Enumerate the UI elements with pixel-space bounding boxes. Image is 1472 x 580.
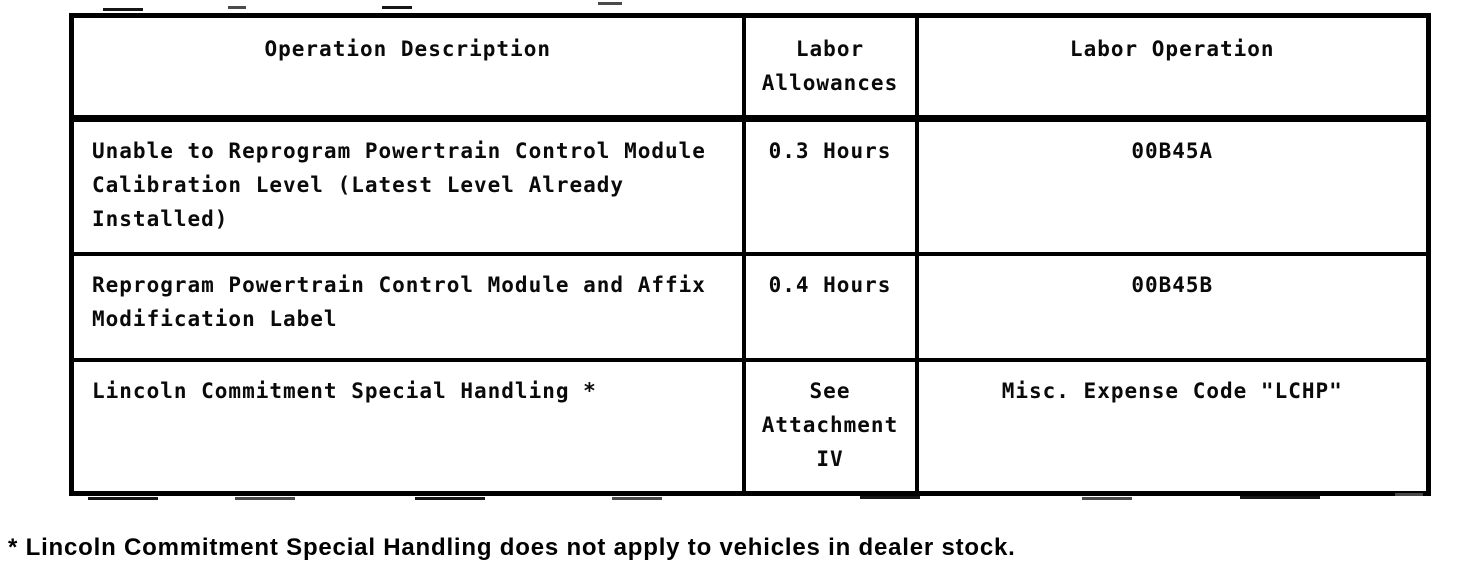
cell-operation-description: Reprogram Powertrain Control Module and Affix Modification Label <box>72 254 744 360</box>
cell-labor-operation: Misc. Expense Code "LCHP" <box>917 360 1429 494</box>
scan-artifact <box>228 6 246 9</box>
scan-artifact <box>598 2 622 5</box>
cell-labor-allowance: 0.3 Hours <box>744 119 917 254</box>
scan-artifact <box>1082 497 1132 500</box>
cell-labor-allowance: See Attachment IV <box>744 360 917 494</box>
scan-artifact <box>1395 493 1423 496</box>
scan-artifact <box>1240 496 1320 499</box>
header-row <box>72 16 1429 119</box>
cell-labor-allowance: 0.4 Hours <box>744 254 917 360</box>
cell-operation-description: Lincoln Commitment Special Handling * <box>72 360 744 494</box>
col-header-labor-operation: Labor Operation <box>917 16 1429 119</box>
scan-artifact <box>88 497 158 500</box>
scan-artifact <box>235 497 295 500</box>
cell-labor-operation: 00B45B <box>917 254 1429 360</box>
col-header-operation-description: Operation Description <box>72 16 744 119</box>
cell-labor-operation: 00B45A <box>917 119 1429 254</box>
scan-artifact <box>860 496 920 499</box>
col-header-labor-allowances: Labor Allowances <box>744 16 917 119</box>
table-row <box>72 119 1429 254</box>
table-row <box>72 360 1429 494</box>
scan-artifact <box>382 6 412 9</box>
scan-artifact <box>103 8 143 11</box>
table-row <box>72 254 1429 360</box>
labor-operations-table <box>69 13 1431 496</box>
scan-artifact <box>612 497 662 500</box>
cell-operation-description: Unable to Reprogram Powertrain Control Module Calibration Level (Latest Level Already Installed) <box>72 119 744 254</box>
scan-artifact <box>415 497 485 500</box>
footnote-text: * Lincoln Commitment Special Handling does not apply to vehicles in dealer stock. <box>8 534 1016 561</box>
